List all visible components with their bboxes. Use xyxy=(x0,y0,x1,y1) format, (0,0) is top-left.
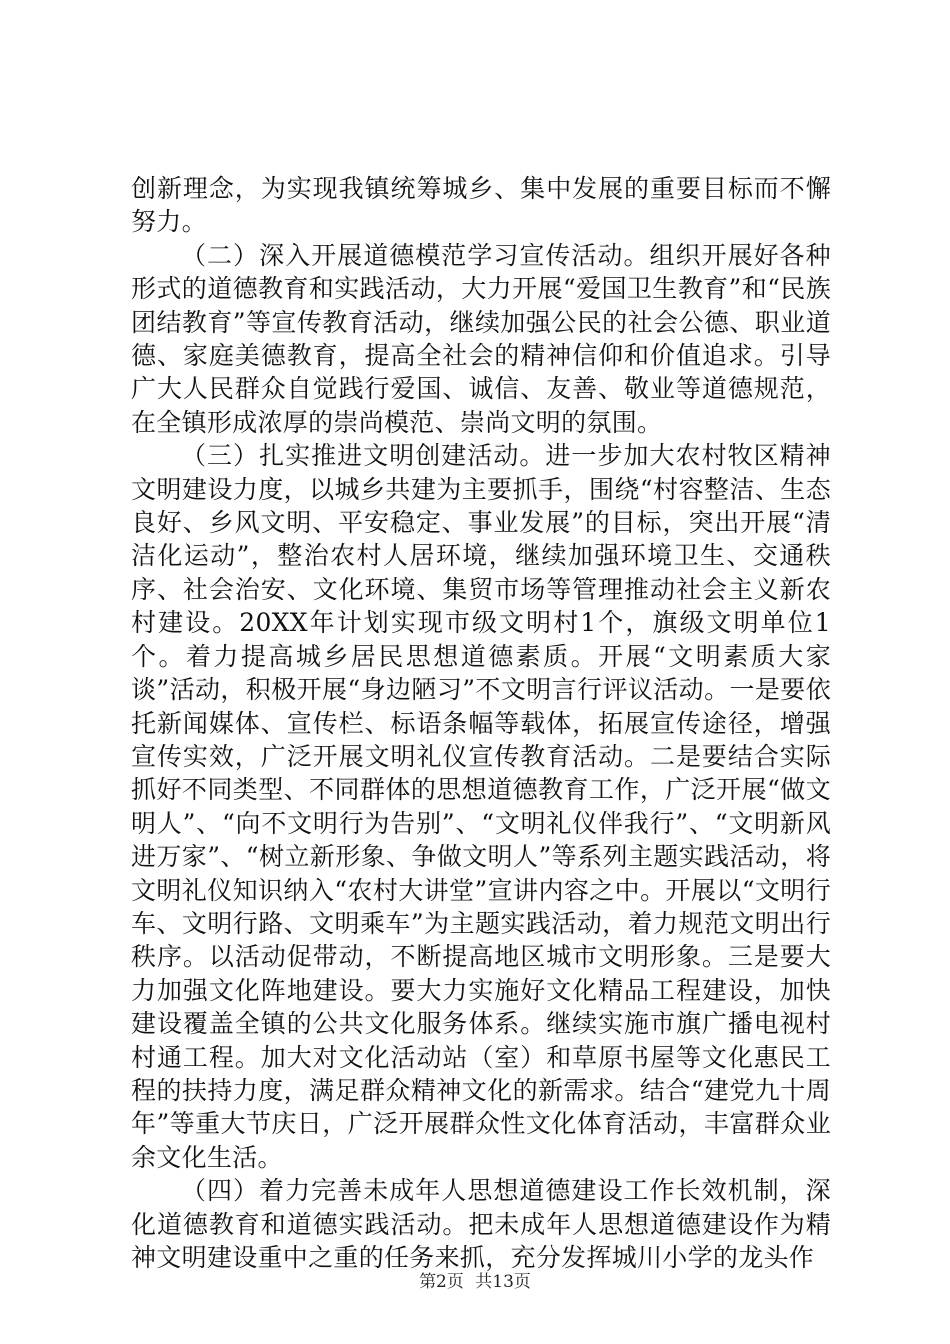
page-total: 共13页 xyxy=(475,1272,531,1292)
paragraph-section-2: （二）深入开展道德模范学习宣传活动。组织开展好各种形式的道德教育和实践活动，大力开展“爱国卫生教育”和“民族团结教育”等宣传教育活动，继续加强公民的社会公德、职业道德、家庭美德教育，提高全社会的精神信仰和价值追求。引导广大人民群众自觉践行爱国、诚信、友善、敬业等道德规范，在全镇形成浓厚的崇尚模范、崇尚文明的氛围。 xyxy=(131,240,831,437)
paragraph-continuation: 创新理念，为实现我镇统筹城乡、集中发展的重要目标而不懈努力。 xyxy=(131,174,831,237)
paragraph-section-3: （三）扎实推进文明创建活动。进一步加大农村牧区精神文明建设力度，以城乡共建为主要抓手，围绕“村容整洁、生态良好、乡风文明、平安稳定、事业发展”的目标，突出开展“清洁化运动”，整治农村人居环境，继续加强环境卫生、交通秩序、社会治安、文化环境、集贸市场等管理推动社会主义新农村建设。20XX年计划实现市级文明村1个，旗级文明单位1个。着力提高城乡居民思想道德素质。开展“文明素质大家谈”活动，积极开展“身边陋习”不文明言行评议活动。一是要依托新闻媒体、宣传栏、标语条幅等载体，拓展宣传途径，增强宣传实效，广泛开展文明礼仪宣传教育活动。二是要结合实际抓好不同类型、不同群体的思想道德教育工作，广泛开展“做文明人”、“向不文明行为告别”、“文明礼仪伴我行”、“文明新风进万家”、“树立新形象、争做文明人”等系列主题实践活动，将文明礼仪知识纳入“农村大讲堂”宣讲内容之中。开展以“文明行车、文明行路、文明乘车”为主题实践活动，着力规范文明出行秩序。以活动促带动，不断提高地区城市文明形象。三是要大力加强文化阵地建设。要大力实施好文化精品工程建设，加快建设覆盖全镇的公共文化服务体系。继续实施市旗广播电视村村通工程。加大对文化活动站（室）和草原书屋等文化惠民工程的扶持力度，满足群众精神文化的新需求。结合“建党九十周年”等重大节庆日，广泛开展群众性文化体育活动，丰富群众业余文化生活。 xyxy=(131,441,831,1172)
page-footer xyxy=(0,1267,950,1292)
document-body xyxy=(131,172,831,1274)
page-number: 第2页 xyxy=(419,1272,464,1292)
paragraph-section-4: （四）着力完善未成年人思想道德建设工作长效机制，深化道德教育和道德实践活动。把未成年人思想道德建设作为精神文明建设重中之重的任务来抓，充分发挥城川小学的龙头作 xyxy=(131,1176,831,1272)
